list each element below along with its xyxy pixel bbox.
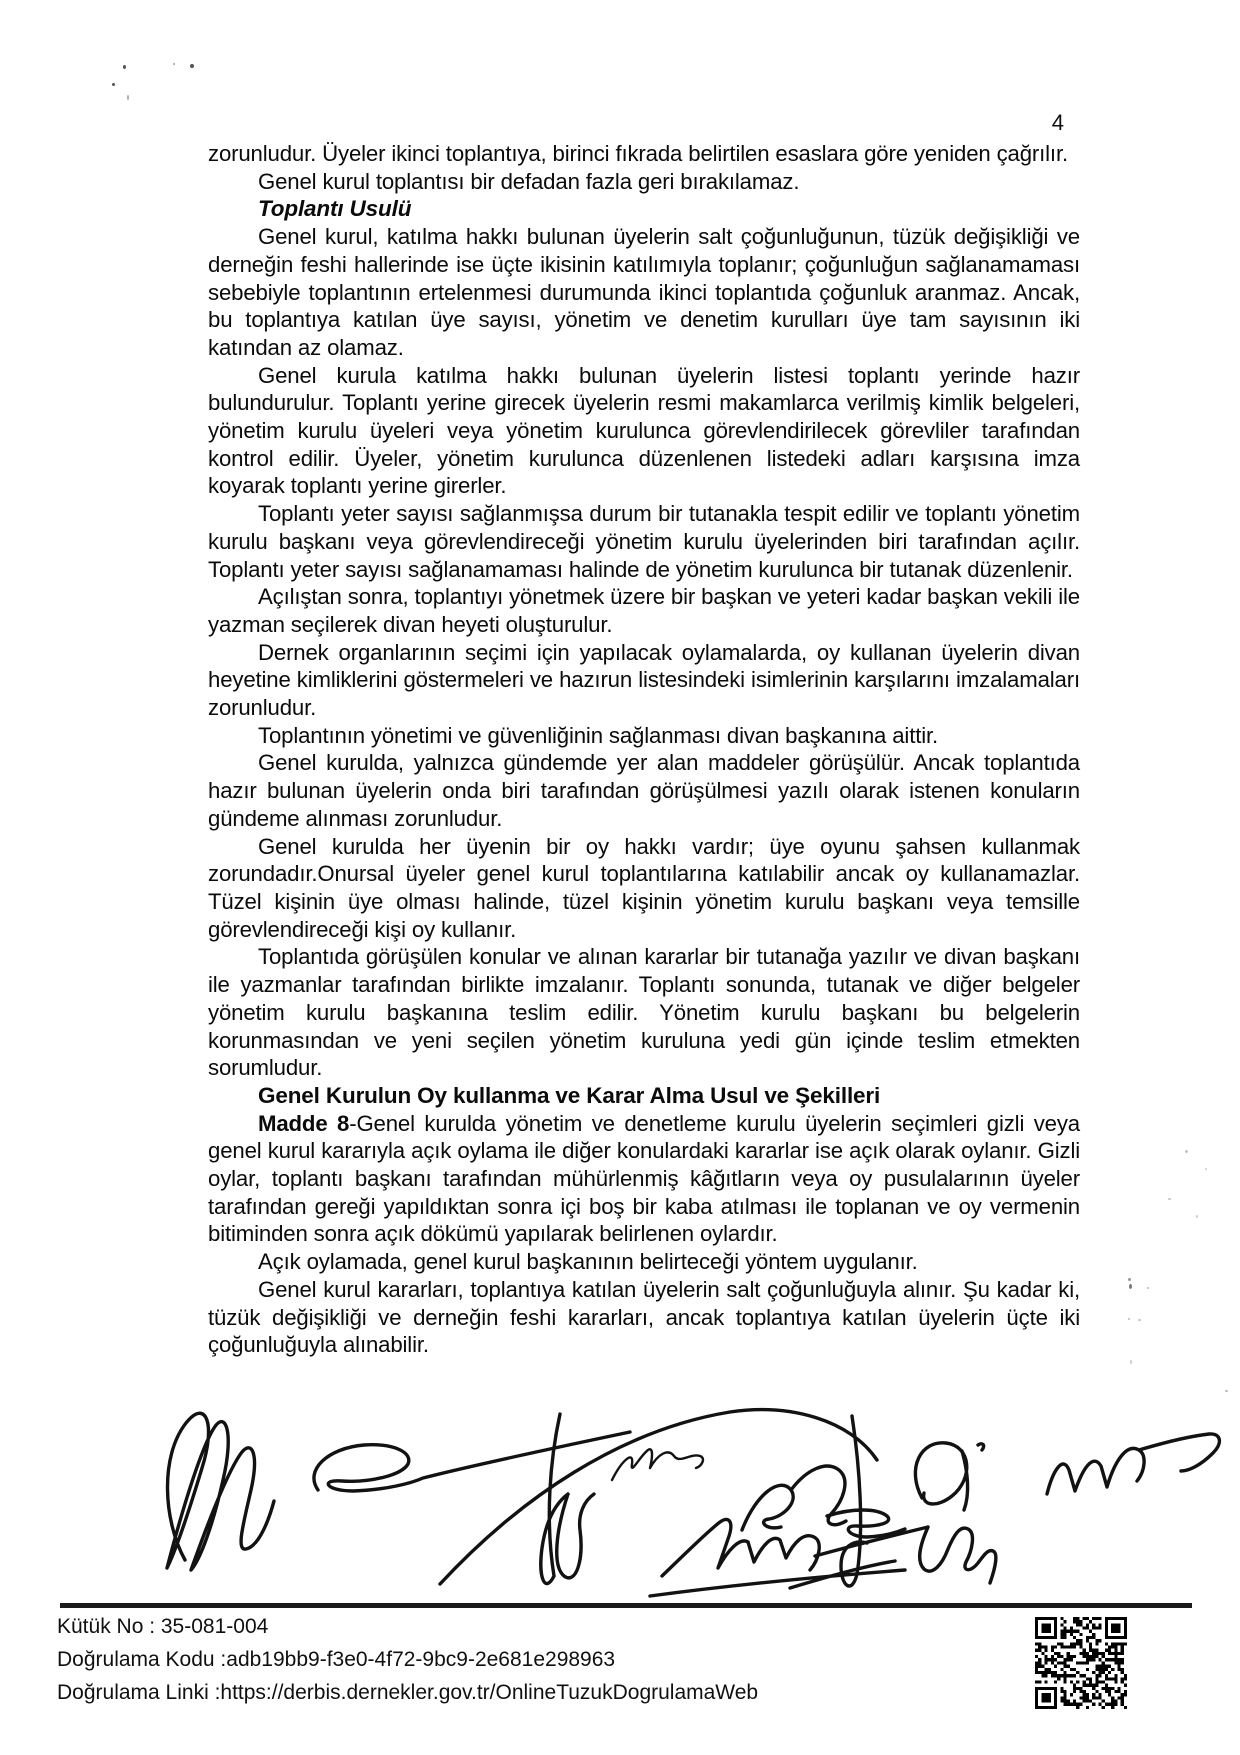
footer-dogrulama-kodu: Doğrulama Kodu :adb19bb9-f3e0-4f72-9bc9-2e681e298963 [57,1648,616,1671]
scan-speck [173,63,175,65]
scan-speck [1205,1168,1207,1170]
qr-code-icon [1035,1617,1127,1709]
paragraph: Genel kurulda her üyenin bir oy hakkı vardır; üye oyunu şahsen kullanmak zorundadır.Onursal üyeler genel kurul toplantılarına katılabilir ancak oy kullanamazlar. Tüzel kişinin üye olması halinde, tüzel kişinin yönetim kurulu başkanı veya temsille görevlendireceği kişi oy kullanır. [208,833,1080,942]
scan-speck [1147,1287,1149,1289]
signature-7 [662,1519,819,1576]
signature-4 [742,1466,846,1530]
signature-4 [790,1416,895,1588]
footer-divider [60,1603,1192,1608]
signature-3-script [612,1449,703,1480]
paragraph-continuation: zorunludur. Üyeler ikinci toplantıya, birinci fıkrada belirtilen esaslara göre yeniden çağrılır. [208,141,1068,166]
paragraph: Genel kurul toplantısı bir defadan fazla geri bırakılamaz. [258,168,800,194]
heading-toplanti-usulu: Toplantı Usulü [258,196,412,222]
signature-3 [440,1410,877,1584]
signature-2 [314,1432,630,1491]
scan-speck [127,95,129,100]
footer-kutuk-no: Kütük No : 35-081-004 [57,1615,269,1638]
paragraph: Genel kurul, katılma hakkı bulunan üyelerin salt çoğunluğunun, tüzük değişikliği ve derneğin feshi hallerinde ise üçte ikisinin katılımıyla toplanır; çoğunluğun sağlanamaması sebebiyle toplantının ertelenmesi durumunda ikinci toplantıda çoğunluk aranmaz. Ancak, bu toplantıya katılan üye sayısı, yönetim ve denetim kurulları üye tam sayısının iki katından az olamaz. [208,224,1080,360]
madde-8-text: -Genel kurulda yönetim ve denetleme kurulu üyelerin seçimleri gizli veya genel kurul kararıyla açık oylama ile diğer konulardaki kararlar ise açık olarak oylanır. Gizli oylar, toplantı başkanı tarafından mühürlenmiş kâğıtların veya oy pusulalarının üyeler tarafından gereği yapıldıktan sonra içi boş bir kaba atılması ile toplanan ve oy vermenin bitiminden sonra açık dökümü yapılarak belirlenen oylardır. [208,1110,1080,1247]
scan-speck [1168,1198,1171,1200]
signature-3 [541,1414,594,1584]
paragraph: Açılıştan sonra, toplantıyı yönetmek üzere bir başkan ve yeteri kadar başkan vekili ile yazman seçilerek divan heyeti oluşturulur. [208,584,1080,637]
paragraph: Dernek organlarının seçimi için yapılacak oylamalarda, oy kullanan üyelerin divan heyetine kimliklerini göstermeleri ve hazırun listesindeki isimlerinin karşılarını imzalamaları zorunludur. [208,639,1080,721]
scan-speck [123,65,126,69]
page-number: 4 [1051,110,1064,135]
scan-speck [1130,1360,1132,1364]
scan-speck [1128,1318,1130,1320]
signature-6 [1047,1434,1219,1494]
signature-1 [167,1413,274,1570]
paragraph: Toplantıda görüşülen konular ve alınan kararlar bir tutanağa yazılır ve divan başkanı ile yazmanlar tarafından birlikte imzalanır. Toplantı sonunda, tutanak ve diğer belgeler yönetim kurulu başkanına teslim edilir. Yönetim kurulu başkanı bu belgelerin korunmasından ve yeni seçilen yönetim kuruluna yedi gün içinde teslim etmekten sorumludur. [208,944,1080,1081]
scan-speck [1185,1150,1188,1153]
scan-speck [1128,1278,1131,1281]
signature-5 [915,1443,983,1510]
scan-speck [1129,1284,1132,1289]
footer-dogrulama-linki: Doğrulama Linki :https://derbis.dernekler.gov.tr/OnlineTuzukDogrulamaWeb [57,1681,759,1704]
scan-speck [1225,1390,1228,1392]
scan-speck [112,83,115,86]
paragraph: Toplantının yönetimi ve güvenliğinin sağlanması divan başkanına aittir. [258,722,939,748]
paragraph: Açık oylamada, genel kurul başkanının belirteceği yöntem uygulanır. [258,1249,918,1275]
madde-8-label: Madde 8 [258,1110,350,1136]
signatures [90,1398,1240,1603]
scan-speck [1138,1319,1141,1321]
paragraph: Genel kurul kararları, toplantıya katılan üyelerin salt çoğunluğuyla alınır. Şu kadar ki, tüzük değişikliği ve derneğin feshi kararları, ancak toplantıya katılan üyelerin üçte iki çoğunluğuyla alınabilir. [208,1276,1080,1358]
heading-oy-kullanma: Genel Kurulun Oy kullanma ve Karar Alma Usul ve Şekilleri [258,1082,881,1108]
paragraph: Genel kurula katılma hakkı bulunan üyelerin listesi toplantı yerinde hazır bulundurulur. Toplantı yerine girecek üyelerin resmi makamlarca verilmiş kimlik belgeleri, yönetim kurulu üyeleri veya yönetim kurulunca görevlendirilecek görevliler tarafından kontrol edilir. Üyeler, yönetim kurulunca düzenlenen listedeki adları karşısına imza koyarak toplantı yerine girerler. [208,362,1080,499]
scan-speck [1196,1215,1198,1218]
body-text [208,140,1080,1359]
paragraph: Genel kurulda, yalnızca gündemde yer alan maddeler görüşülür. Ancak toplantıda hazır bulunan üyelerin onda biri tarafından görüşülmesi yazılı olarak istenen konuların gündeme alınması zorunludur. [208,750,1080,831]
paragraph-madde-8 [208,1110,1080,1249]
paragraph: Toplantı yeter sayısı sağlanmışsa durum bir tutanakla tespit edilir ve toplantı yönetim kurulu başkanı veya görevlendireceği yönetim kurulu üyelerinden biri tarafından açılır. Toplantı yeter sayısı sağlanamaması halinde de yönetim kurulunca bir tutanak düzenlenir. [208,501,1080,582]
scan-speck [190,64,194,68]
